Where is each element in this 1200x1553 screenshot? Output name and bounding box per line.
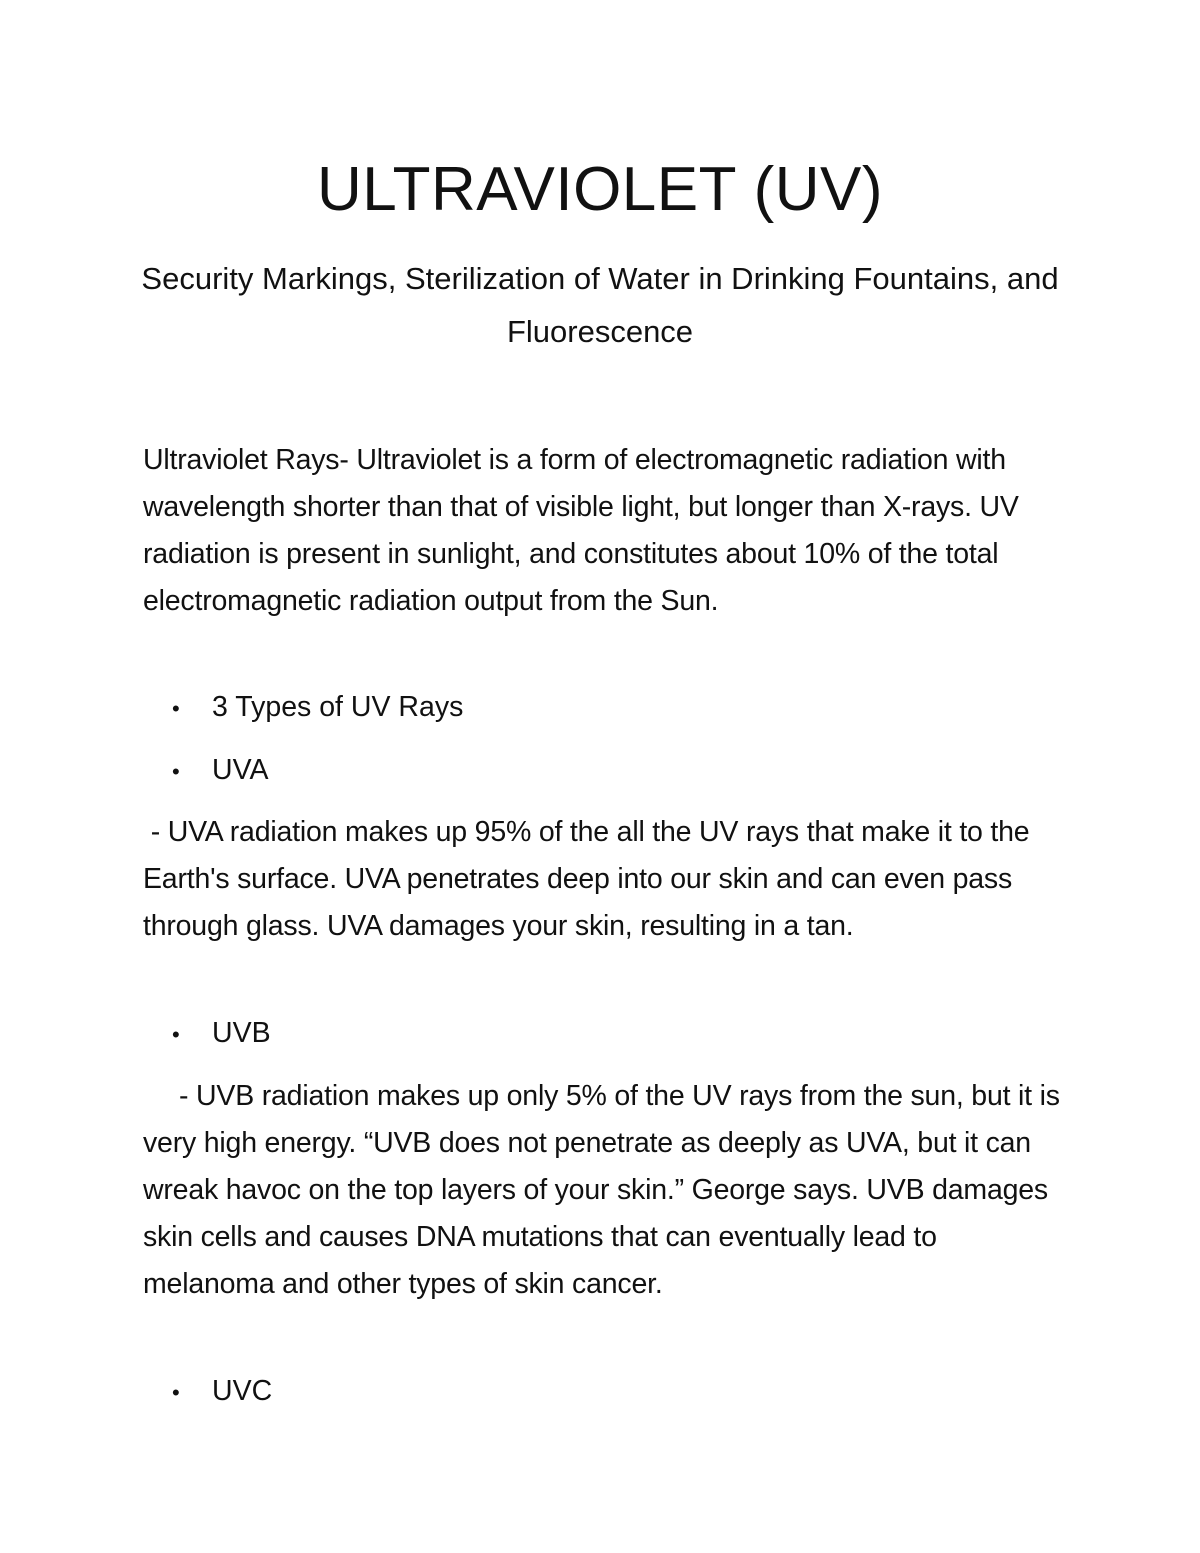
uvb-paragraph: - UVB radiation makes up only 5% of the UV rays from the sun, but it is very high energy. “UVB does not penetrate as deeply as UVA, but it can wreak havoc on the top layers of your skin.” George says. UVB damages skin cells and causes DNA mutations that can eventually lead to melanoma and other types of skin cancer.: [143, 1080, 1060, 1300]
bullet-label: 3 Types of UV Rays: [212, 691, 464, 723]
document-subtitle: Security Markings, Sterilization of Water in Drinking Fountains, and Fluorescence: [141, 261, 1059, 349]
bullet-label: UVC: [212, 1375, 273, 1407]
bullet-icon: •: [172, 696, 180, 721]
bullet-uva: [172, 747, 269, 795]
intro-paragraph: Ultraviolet Rays- Ultraviolet is a form of electromagnetic radiation with wavelength shorter than that of visible light, but longer than X-rays. UV radiation is present in sunlight, and constitutes about 10% of the total electromagnetic radiation output from the Sun.: [143, 444, 1019, 617]
bullet-icon: •: [172, 1022, 180, 1047]
bullet-uvb: [172, 1010, 271, 1058]
bullet-types-of-uv: [172, 684, 463, 732]
document-title: ULTRAVIOLET (UV): [316, 155, 884, 224]
bullet-label: UVA: [212, 754, 269, 786]
bullet-label: UVB: [212, 1017, 271, 1049]
bullet-uvc: [172, 1368, 272, 1416]
bullet-icon: •: [172, 1380, 180, 1405]
bullet-icon: •: [172, 759, 180, 784]
uva-paragraph: - UVA radiation makes up 95% of the all the UV rays that make it to the Earth's surface. UVA penetrates deep into our skin and can even pass through glass. UVA damages your skin, resulting in a tan.: [143, 816, 1038, 942]
